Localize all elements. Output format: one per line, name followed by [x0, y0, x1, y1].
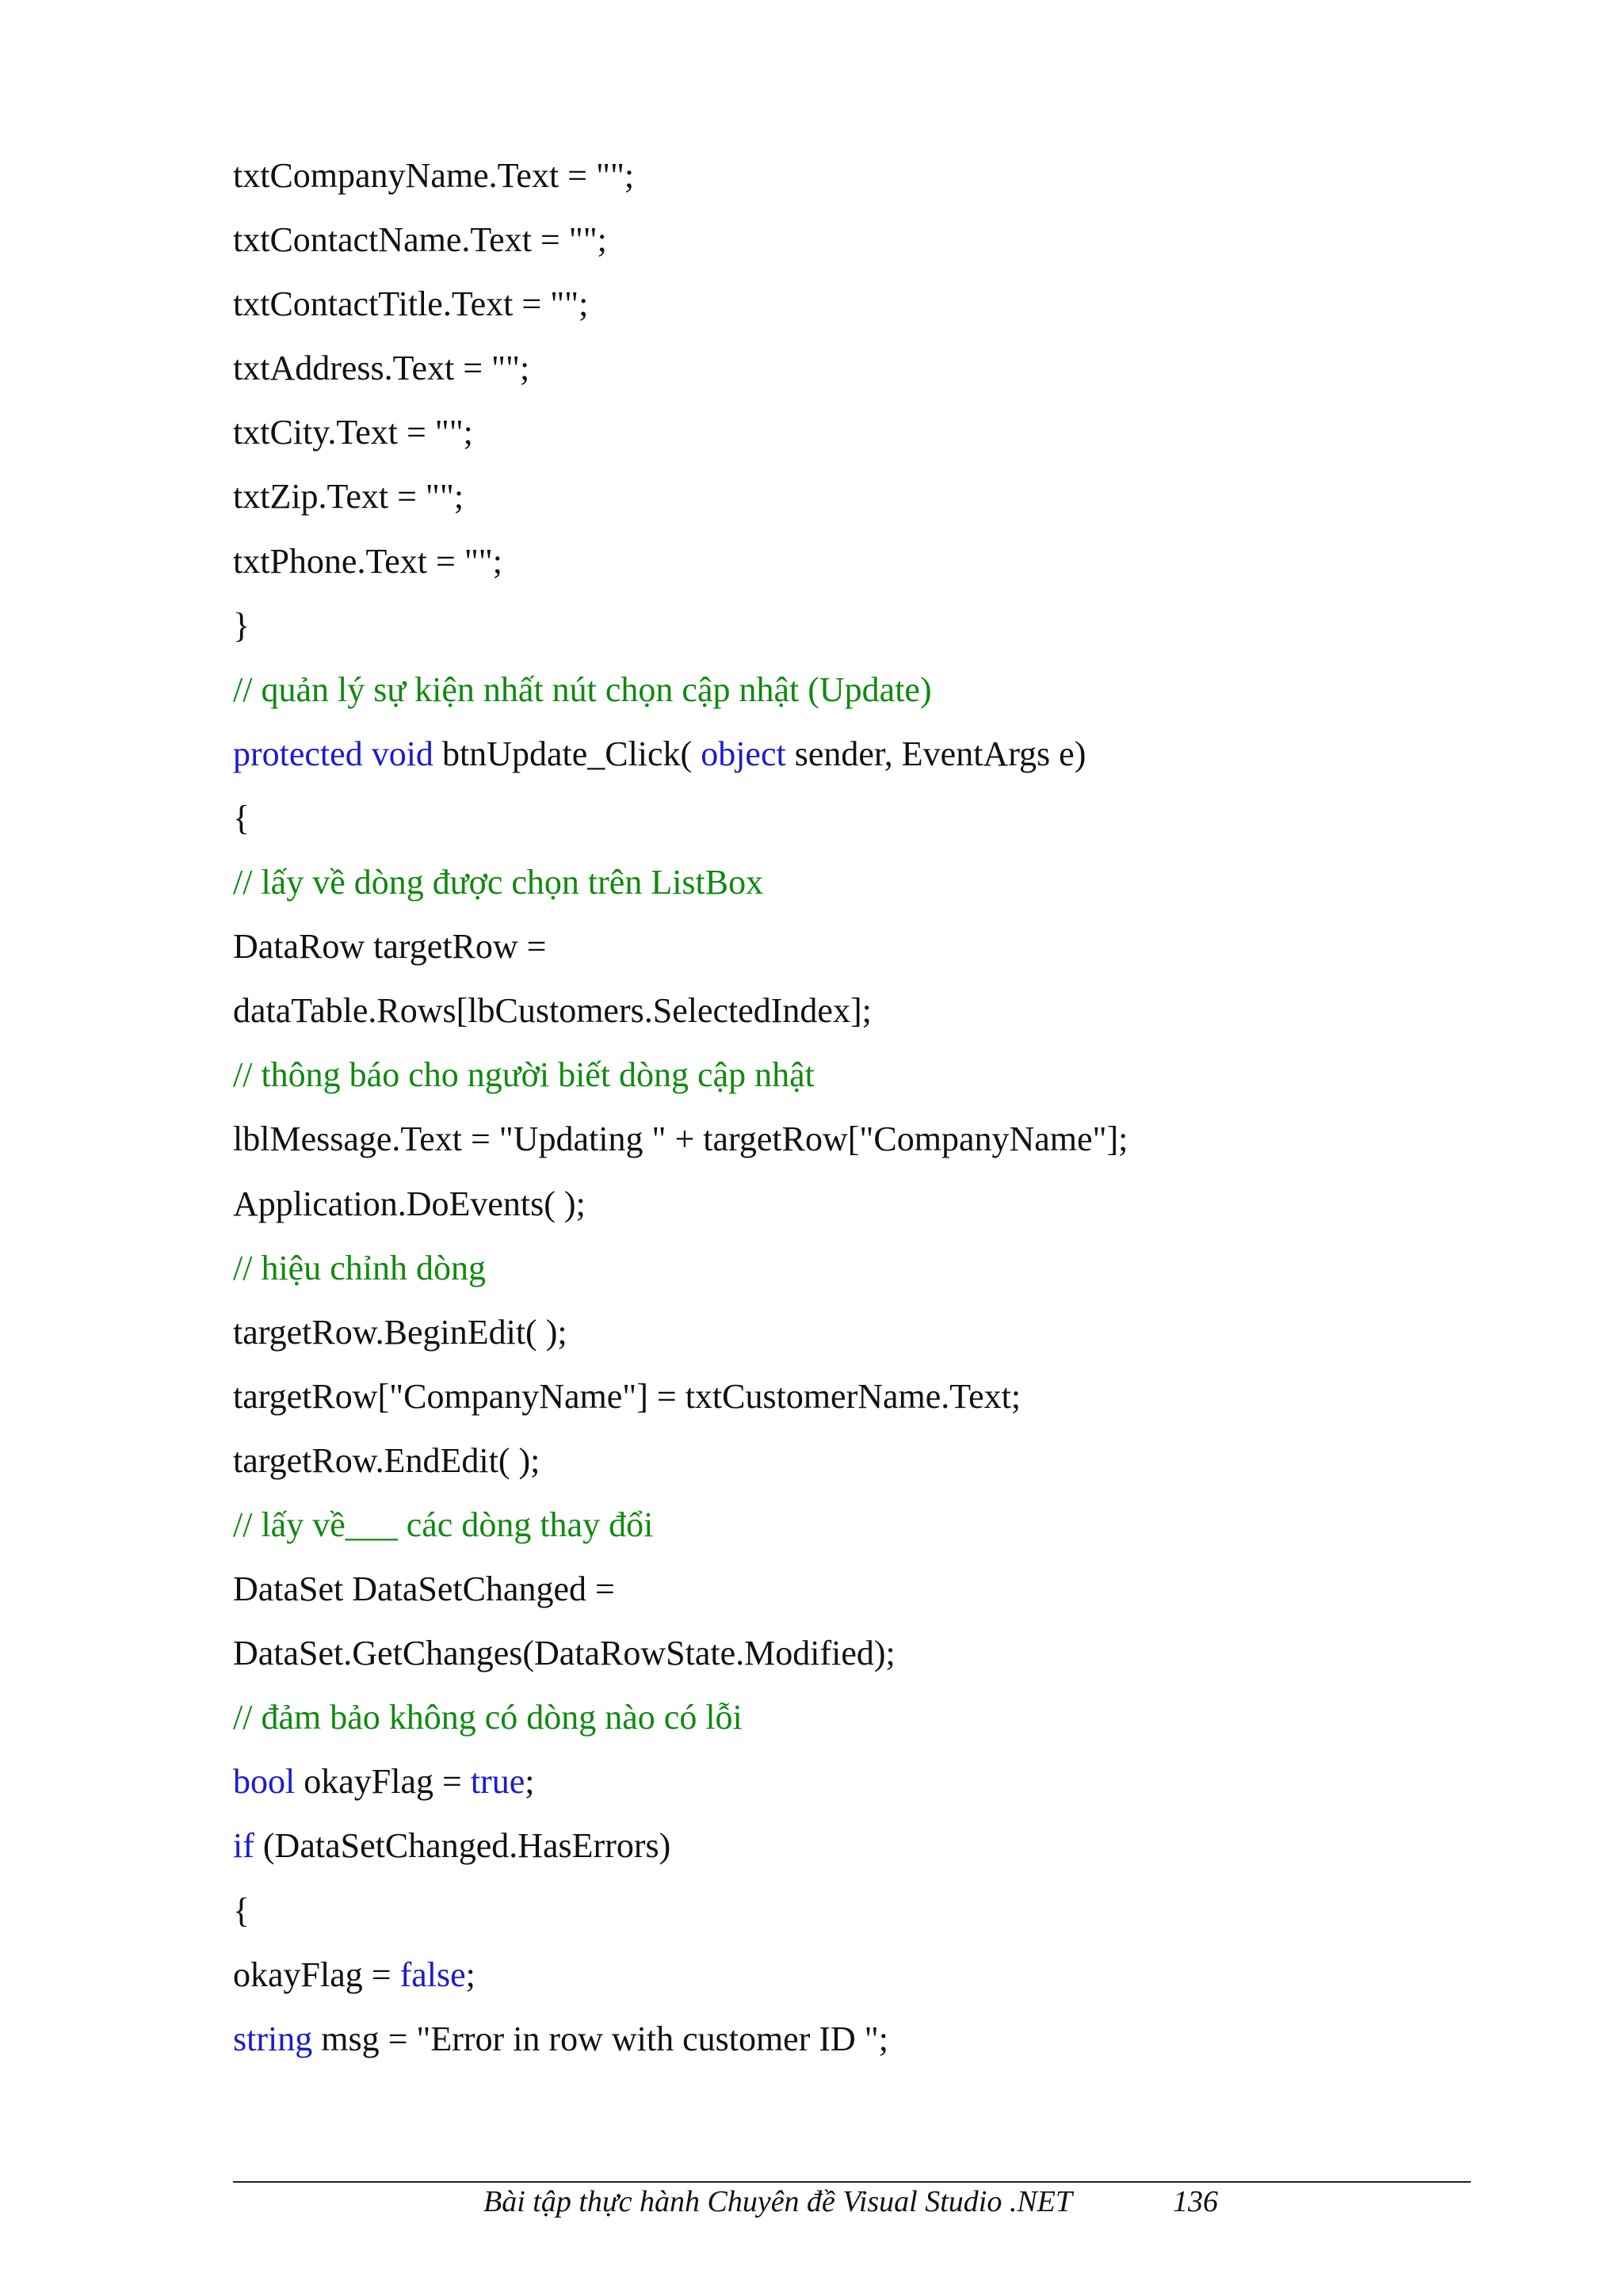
code-text: Application.DoEvents( ); [233, 1184, 586, 1223]
code-line [233, 920, 1469, 984]
code-text: okayFlag = [233, 1955, 400, 1994]
code-line [233, 1948, 1469, 2012]
code-keyword: string [233, 2019, 313, 2058]
code-keyword: object [701, 734, 786, 773]
code-line [233, 791, 1469, 856]
code-text: lblMessage.Text = "Updating " + targetRow["CompanyName"]; [233, 1119, 1128, 1159]
code-line [233, 1306, 1469, 1370]
code-line [233, 727, 1469, 791]
code-line [233, 1884, 1469, 1948]
code-comment-text: // quản lý sự kiện nhất nút chọn cập nhật (Update) [233, 669, 932, 709]
code-comment-text: // hiệu chỉnh dòng [233, 1248, 486, 1287]
code-line [233, 341, 1469, 406]
code-text: txtZip.Text = ""; [233, 477, 464, 517]
code-text: ; [465, 1955, 475, 1994]
code-text: txtCity.Text = ""; [233, 413, 473, 452]
code-line [233, 599, 1469, 663]
code-text: txtContactTitle.Text = ""; [233, 284, 589, 324]
code-keyword: if [233, 1826, 254, 1866]
code-text: targetRow["CompanyName"] = txtCustomerName.Text; [233, 1376, 1022, 1416]
code-text: (DataSetChanged.HasErrors) [254, 1826, 671, 1866]
code-keyword: void [371, 734, 433, 773]
code-text: ; [525, 1762, 535, 1802]
code-text: okayFlag = [295, 1762, 471, 1802]
code-text: targetRow.BeginEdit( ); [233, 1312, 567, 1352]
page-number: 136 [1173, 2185, 1218, 2218]
code-text: { [233, 1890, 250, 1930]
code-comment [233, 663, 1469, 727]
code-text: txtPhone.Text = ""; [233, 541, 502, 581]
code-line [233, 1177, 1469, 1241]
code-line [233, 1627, 1469, 1691]
code-text: DataSet DataSetChanged = [233, 1569, 615, 1609]
code-comment [233, 1691, 1469, 1755]
code-line [233, 535, 1469, 599]
code-line [233, 1755, 1469, 1819]
code-comment-text: // đảm bảo không có dòng nào có lỗi [233, 1698, 743, 1737]
code-block [233, 149, 1469, 2077]
code-comment-text: // lấy về___ các dòng thay đổi [233, 1505, 654, 1544]
code-line [233, 406, 1469, 470]
code-line [233, 2012, 1469, 2077]
code-keyword: bool [233, 1762, 296, 1802]
code-text: sender, EventArgs e) [785, 734, 1086, 773]
code-line [233, 1562, 1469, 1627]
code-line [233, 213, 1469, 277]
code-line [233, 1434, 1469, 1498]
code-text: btnUpdate_Click( [433, 734, 701, 773]
footer-divider [233, 2181, 1471, 2183]
code-text: msg = "Error in row with customer ID "; [312, 2019, 888, 2058]
footer-title: Bài tập thực hành Chuyên đề Visual Studio .NET [483, 2185, 1073, 2218]
code-line [233, 1112, 1469, 1177]
code-comment-text: // lấy về dòng được chọn trên ListBox [233, 863, 764, 902]
code-text: DataSet.GetChanges(DataRowState.Modified); [233, 1634, 896, 1673]
code-text: targetRow.EndEdit( ); [233, 1440, 540, 1480]
code-text: txtCompanyName.Text = ""; [233, 156, 635, 195]
code-text: dataTable.Rows[lbCustomers.SelectedIndex]; [233, 991, 872, 1031]
code-text [363, 734, 372, 773]
code-line [233, 277, 1469, 341]
code-comment [233, 1498, 1469, 1562]
code-line [233, 1819, 1469, 1883]
code-comment [233, 1241, 1469, 1306]
code-comment-text: // thông báo cho người biết dòng cập nhật [233, 1055, 815, 1095]
code-text: txtAddress.Text = ""; [233, 349, 530, 388]
code-keyword: true [470, 1762, 525, 1802]
code-text: DataRow targetRow = [233, 927, 547, 967]
code-line [233, 1370, 1469, 1434]
code-comment [233, 856, 1469, 920]
code-keyword: false [399, 1955, 466, 1994]
code-line [233, 149, 1469, 213]
code-line [233, 984, 1469, 1048]
code-text: } [233, 605, 250, 645]
code-text: { [233, 798, 250, 837]
code-line [233, 470, 1469, 534]
code-keyword: protected [233, 734, 363, 773]
code-comment [233, 1048, 1469, 1112]
code-text: txtContactName.Text = ""; [233, 220, 607, 260]
